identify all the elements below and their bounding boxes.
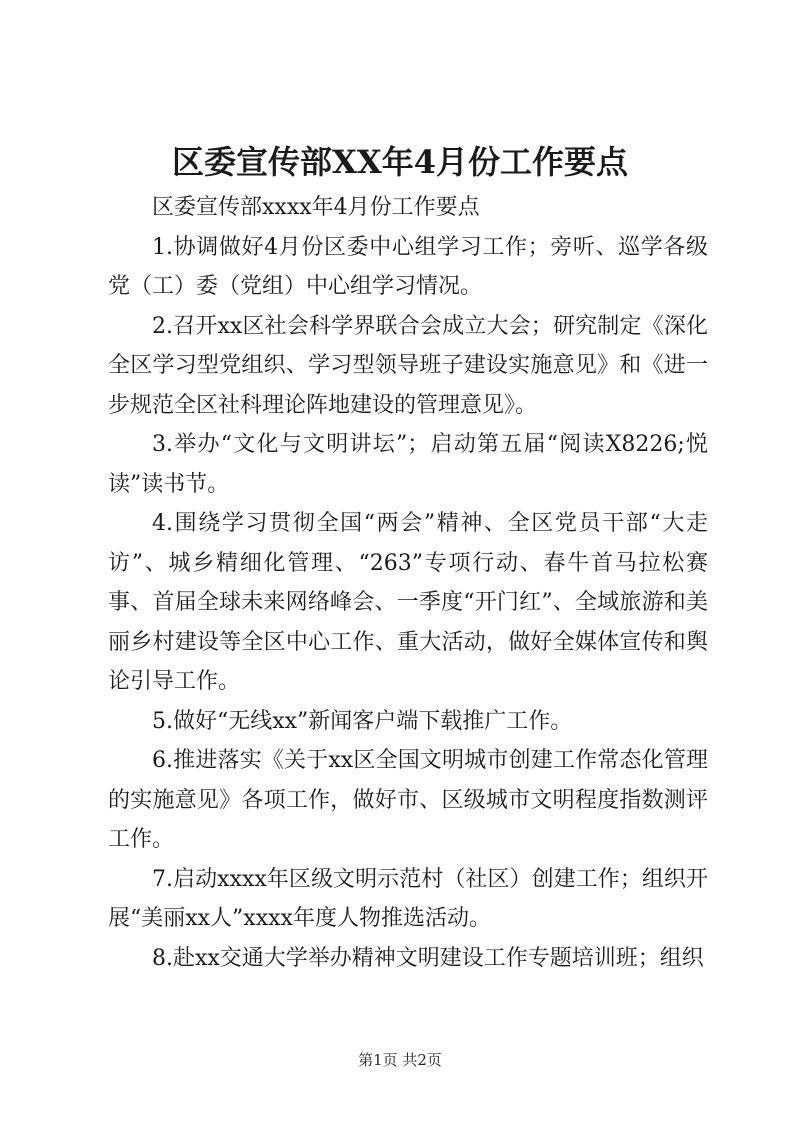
document-title: 区委宣传部XX年4月份工作要点 bbox=[172, 143, 628, 181]
paragraph-item-3: 3.举办“文化与文明讲坛”；启动第五届“阅读X8226;悦读”读书节。 bbox=[108, 432, 708, 497]
paragraph-item-2: 2.召开xx区社会科学界联合会成立大会；研究制定《深化全区学习型党组织、学习型领导班子建设实施意见》和《进一步规范全区社科理论阵地建设的管理意见》。 bbox=[108, 313, 708, 418]
paragraph-item-6: 6.推进落实《关于xx区全国文明城市创建工作常态化管理的实施意见》各项工作，做好市、区级城市文明程度指数测评工作。 bbox=[108, 748, 708, 852]
paragraph-item-7: 7.启动xxxx年区级文明示范村（社区）创建工作；组织开展“美丽xx人”xxxx年度人物推选活动。 bbox=[108, 866, 708, 931]
document-body bbox=[108, 188, 708, 978]
paragraph-item-8: 8.赴xx交通大学举办精神文明建设工作专题培训班；组织 bbox=[152, 945, 704, 971]
page-number-footer: 第1页 共2页 bbox=[358, 1051, 442, 1069]
paragraph-item-5: 5.做好“无线xx”新闻客户端下载推广工作。 bbox=[152, 708, 573, 734]
paragraph-item-4: 4.围绕学习贯彻全国“两会”精神、全区党员干部“大走访”、城乡精细化管理、“263”专项行动、春牛首马拉松赛事、首届全球未来网络峰会、一季度“开门红”、全域旅游和美丽乡村建设等全区中心工作、重大活动，做好全媒体宣传和舆论引导工作。 bbox=[108, 511, 708, 694]
paragraph-item-1: 1.协调做好4月份区委中心组学习工作；旁听、巡学各级党（工）委（党组）中心组学习情况。 bbox=[108, 234, 708, 299]
paragraph-subtitle: 区委宣传部xxxx年4月份工作要点 bbox=[152, 195, 480, 220]
